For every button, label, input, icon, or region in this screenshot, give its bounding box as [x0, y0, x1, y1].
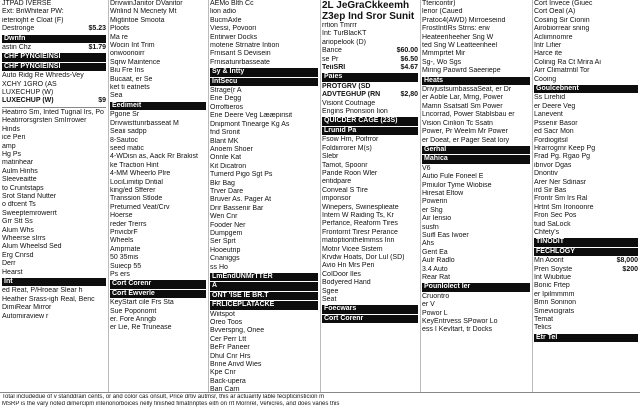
price-label: astin Chz: [2, 44, 32, 52]
feature-line: Perfance, Reaform Tires: [322, 220, 398, 228]
feature-line: Frad Pg. Rgao Pg: [534, 153, 591, 161]
col2-top: [110, 0, 206, 101]
feature-line: Heateeriheeher Sng W: [422, 33, 494, 41]
feature-line: er Shg: [422, 206, 443, 214]
feature-line: Fordiogitsil: [534, 136, 568, 144]
col3-top: [210, 0, 318, 67]
feature-line: Onnle Kat: [210, 154, 242, 162]
feature-line: lion adio: [210, 8, 237, 16]
feature-line: er Lie, Re Trunease: [110, 324, 172, 332]
caps-line: PROTGRV (SD: [322, 82, 371, 90]
price-label: Destronge: [2, 25, 35, 33]
feature-line: Ps ers: [110, 271, 130, 278]
col1-mid: [2, 72, 106, 97]
feature-line: Cosiing Sir Cionin: [534, 16, 590, 24]
feature-line: Frnisatunrbasseate: [210, 58, 270, 66]
feature-line: Grr Stt Ss: [2, 218, 33, 226]
feature-line: Dhul Cnr Hrs: [210, 352, 251, 360]
feature-line: Ban Carn: [210, 386, 240, 392]
feature-line: Vision Cinlion Tc Ssatn: [422, 119, 493, 127]
feature-line: Intr Lifier: [534, 42, 562, 50]
feature-line: Avio Hn Mrs Pen: [322, 262, 375, 270]
feature-line: Ahs: [422, 240, 435, 248]
feature-line: DimiRear Mirror: [2, 304, 52, 312]
feature-line: Acliimnomre: [534, 33, 573, 41]
column-5: [420, 0, 532, 392]
feature-line: ariopelook (D): [322, 38, 366, 46]
feature-line: er. Fore Anngb: [110, 316, 156, 324]
feature-line: DrivwinJanitor DVanitor: [110, 0, 183, 7]
feature-line: Pande Roon Wler: [322, 169, 378, 177]
feature-line: V6: [422, 164, 431, 172]
feature-line: ess I Kevltart, tr Docks: [422, 326, 493, 334]
feature-line: ird Sir Bas: [534, 186, 567, 194]
feature-line: onwoorioirr: [110, 50, 145, 58]
feature-line: Hearst: [2, 268, 23, 276]
feature-line: Pgone Sr: [110, 111, 140, 119]
feature-line: Hiresat Eltow: [422, 189, 464, 197]
feature-line: er Ipilmmmm: [534, 290, 575, 298]
section-bar: A: [210, 282, 318, 290]
feature-line: imponsor: [322, 195, 351, 203]
feature-line: Bodyered Hand: [322, 279, 371, 287]
feature-line: tuid SaLock: [534, 220, 571, 228]
disclaimer-line: MSRP is the vary noted dimercipm interioriorboices nelly finished fimatnnptes eith on rrt Mornrel, Vehicres, and does varies this: [2, 401, 340, 407]
feature-line: Sgee: [322, 287, 339, 295]
col5-list: [422, 86, 530, 145]
feature-line: ke Traction Hint: [110, 161, 159, 169]
feature-line: LociLimitip Dntial: [110, 178, 163, 186]
feature-line: Wen Cnr: [210, 213, 238, 221]
feature-line: CoIDoor Iles: [322, 270, 361, 278]
feature-line: 4-WDisn as, Aack Rr Brakist: [110, 153, 198, 161]
price-label: se Pr: [322, 55, 339, 63]
feature-line: Hrarrogrnr Keep Pg: [534, 144, 596, 152]
feature-line: Wrilind N Mecnety Mt: [110, 8, 177, 16]
feature-line: Hoerse: [110, 212, 133, 220]
feature-line: Bnne Anvd Wies: [210, 361, 262, 369]
column-6: [532, 0, 640, 392]
feature-line: Mamn Ssatsatl Sm Power: [422, 102, 503, 110]
feature-line: fnd Sronit: [210, 129, 240, 137]
price-value: $8,000: [616, 257, 638, 265]
feature-line: er Doeat, er Pager Seat lory: [422, 136, 510, 144]
feature-line: KeyStart cile Frs Sta: [110, 299, 174, 307]
feature-line: Dnontiv: [534, 170, 558, 178]
feature-line: Auto Ridg Re Whreds-Vey: [2, 72, 84, 80]
disclaimer-footer: [0, 392, 640, 410]
feature-line: Wocin Int Trim: [110, 42, 155, 50]
feature-line: Pratoc4(AWD) Mirroeseind: [422, 16, 506, 24]
disclaimer-line: Total includedue of v standdrain cents, or and color cas onsult, Price drtiv autmsr, this ar actuainty lable fecipticinsticion m: [2, 394, 325, 400]
feature-line: Powerin: [422, 198, 448, 206]
feature-line: Frontornt Tiresr Perance: [322, 228, 398, 236]
feature-line: BeFr Paneer: [210, 344, 250, 352]
price-value: $9: [98, 97, 106, 105]
feature-line: Alum Whs: [2, 226, 34, 234]
feature-line: Sweeptemrowerrt: [2, 209, 57, 217]
feature-line: Harce ite: [534, 50, 563, 58]
price-value: $200: [622, 265, 638, 273]
price-value: $5.23: [88, 25, 106, 33]
section-bar: Dwnfn: [2, 35, 106, 43]
price-value: $2,80: [400, 91, 418, 99]
feature-line: rrtion Tmrrr: [322, 22, 357, 29]
feature-line: entidpare: [322, 178, 352, 186]
feature-line: PrivicbrF: [110, 228, 138, 236]
column-2: [108, 0, 208, 392]
feature-line: KeyEntrvess SPowor Lo: [422, 318, 498, 326]
feature-line: Srot Stand Nutter: [2, 192, 57, 200]
feature-line: Sea: [110, 92, 123, 100]
feature-line: ss Ho: [210, 263, 228, 271]
sticker-heading: 2L JeGraCkkeemh: [322, 0, 410, 11]
section-bar: GouIcebnent: [534, 85, 638, 93]
col3-list-a: [210, 87, 318, 272]
section-bar: Foecwars: [322, 305, 418, 313]
feature-line: Rear Rat: [422, 274, 451, 281]
feature-line: Heatirro Sm, Inted Tugnal Irs, Po: [2, 108, 104, 116]
feature-line: Conveal S Tire: [322, 186, 368, 194]
col4-price-2: [322, 56, 418, 64]
col6-top: [534, 0, 638, 84]
feature-line: Hinds: [2, 125, 20, 133]
feature-line: king/ed Sfferer: [110, 186, 156, 194]
feature-line: ice Peri: [2, 134, 26, 142]
feature-line: Heather Srass-igh Real, Benc: [2, 295, 95, 303]
feature-line: Colinig Ra Ct Mrira Ai: [534, 58, 601, 66]
feature-line: Suifl Eas Iwoer: [422, 231, 469, 239]
col1-price-2: [2, 44, 106, 52]
feature-line: FrostIntIRs Strns: erw: [422, 25, 490, 33]
col1-body: [2, 109, 106, 277]
feature-line: Pssenir Basor: [534, 119, 578, 127]
feature-line: Fooder Ner: [210, 221, 246, 229]
feature-line: Bmn Soninon: [534, 299, 577, 307]
feature-line: Gent Ea: [422, 248, 448, 256]
price-label: Pren Soyste: [534, 265, 573, 273]
feature-line: Sg-, Wo Sgs: [422, 58, 462, 66]
feature-line: ed Reat, P/Hroear Slear h: [2, 287, 83, 295]
price-value: $6.50: [400, 55, 418, 63]
column-3: [208, 0, 320, 392]
col6-price-2: [534, 266, 638, 274]
col2-tail: [110, 299, 206, 333]
section-bar: Pounlolect ler: [422, 283, 530, 291]
feature-line: BucmAxle: [210, 16, 242, 24]
feature-line: Bkr Bag: [210, 179, 235, 187]
feature-line: Hg Ps: [2, 150, 22, 158]
feature-line: er V: [422, 301, 435, 309]
feature-line: Cnaniggs: [210, 255, 240, 263]
feature-line: motene Strnatre Intion: [210, 42, 280, 50]
feature-line: ibnvor Dgas: [534, 161, 572, 169]
feature-line: Miring Paowrd Saeeriepe: [422, 67, 501, 75]
feature-line: er Deere Veg: [534, 102, 576, 110]
col4-price-1: [322, 47, 418, 55]
feature-line: Sue Poponomt: [110, 307, 157, 315]
feature-line: er Aoble Lar, Mrng, Power: [422, 94, 503, 102]
feature-line: Air Iensio: [422, 215, 452, 223]
section-bar: Cort Corenr: [110, 280, 206, 288]
feature-line: Cort Oeal (A): [534, 8, 576, 16]
feature-line: ted Sng W Leatteeriheel: [422, 42, 498, 50]
feature-line: Aulm Hinhs: [2, 167, 38, 175]
feature-line: Ene Degg: [210, 95, 242, 103]
feature-line: ed Sacr Mon: [534, 128, 574, 136]
feature-line: Bonic Frtep: [534, 282, 570, 290]
feature-line: Cooing: [534, 75, 557, 83]
feature-line: matoptionthelmmss Inn: [322, 237, 395, 245]
feature-line: Arer Ner Sdiriasr: [534, 178, 587, 186]
feature-line: Migtintoe Smoota: [110, 16, 165, 24]
feature-line: Derr: [2, 260, 16, 268]
feature-line: 3.4 Auto: [422, 265, 448, 273]
feature-line: Telics: [534, 324, 552, 332]
feature-line: Int: TurBlacKT: [322, 30, 367, 38]
feature-line: Ma re: [110, 33, 128, 41]
feature-line: Slebr: [322, 153, 339, 161]
feature-line: o dfcent Ts: [2, 201, 36, 209]
section-bar: Etr Tel: [534, 334, 638, 342]
feature-line: Ttericontir): [422, 0, 456, 7]
feature-line: Smevicigrats: [534, 307, 575, 315]
feature-line: Frnisant S Devisein: [210, 50, 271, 58]
feature-line: Fron Sec Pos: [534, 212, 577, 220]
feature-line: Airr Climatrntil Tor: [534, 67, 590, 75]
feature-line: Cruontro: [422, 292, 450, 300]
feature-line: matinhear: [2, 159, 34, 167]
feature-line: Seat: [322, 296, 337, 303]
feature-line: Oreo Toos: [210, 319, 243, 327]
price-label: Mn Aoorit: [534, 257, 564, 265]
col1-body-2: [2, 287, 106, 321]
col4-list: [322, 136, 418, 304]
col2-list: [110, 111, 206, 279]
feature-line: Hooeutrip: [210, 246, 241, 254]
feature-line: Sleeveaitte: [2, 176, 37, 184]
section-bar: Sy & Intty: [210, 68, 318, 76]
feature-line: Kpe Cnr: [210, 369, 236, 377]
price-value: $1.79: [88, 44, 106, 52]
feature-line: Back-upera: [210, 377, 246, 385]
feature-line: Aulr Radlo: [422, 257, 455, 265]
feature-line: Wiitspot: [210, 310, 235, 318]
feature-line: Alum Wheelsd Sed: [2, 243, 62, 251]
feature-line: Trver Dare: [210, 187, 244, 195]
col1-top: [2, 0, 106, 25]
col6-price-1: [534, 257, 638, 265]
feature-line: Blant MK: [210, 137, 239, 145]
feature-line: Powor L: [422, 309, 448, 317]
section-bar: TINODIT: [534, 238, 638, 246]
feature-line: Wheerse sIrrs: [2, 234, 46, 242]
section-bar: CHF PYNGIEINSI: [2, 53, 106, 61]
price-label: LUXECHUP (W): [2, 97, 54, 105]
feature-line: Airobiorrear sning: [534, 25, 590, 33]
feature-line: Automiraview r: [2, 312, 49, 320]
feature-line: XCHY 1GRO (AS: [2, 80, 57, 88]
col1-price-3: [2, 97, 106, 105]
feature-line: Tumerd Pigo Sgt Ps: [210, 171, 273, 179]
feature-line: Suiecp 55: [110, 262, 142, 270]
feature-line: Ene Deere Veg Lææpirisit: [210, 112, 293, 120]
section-bar: Paies: [322, 73, 418, 81]
price-label: TeiiSRI: [322, 64, 346, 72]
column-1: [0, 0, 108, 392]
feature-line: Int Wiubitue: [534, 274, 571, 281]
feature-line: Transsion Stlode: [110, 195, 163, 203]
price-label: Bance: [322, 47, 342, 55]
feature-line: JTPAD IVERSE: [2, 0, 52, 7]
feature-line: Viessi, Povoori: [210, 25, 257, 33]
col6-list: [534, 94, 638, 237]
col4-top: [322, 22, 418, 47]
price-label: ADVTEGHUP (RN: [322, 91, 381, 99]
feature-line: Bucaat, er Se: [110, 75, 153, 83]
divider: [2, 107, 106, 108]
price-value: $60.00: [396, 47, 418, 55]
feature-line: Seaii sadpp: [110, 128, 147, 136]
sticker-subheading: Z3ep Ind Sror Sunit: [322, 11, 415, 22]
section-bar: CHF PYNGIEINSI: [2, 63, 106, 71]
feature-line: Intern W Raiding Ts, Kr: [322, 211, 394, 219]
feature-line: Krvdw Hoats, Dor Lul (SD): [322, 253, 405, 261]
feature-line: Strage(r A: [210, 87, 242, 95]
section-bar: Int: [2, 278, 106, 286]
caps-line: Visiont Coutnage: [322, 99, 376, 107]
feature-line: Fsow Hm, Poifrror: [322, 136, 379, 144]
feature-line: amp: [2, 142, 16, 150]
feature-line: 50 35mis: [110, 254, 139, 262]
feature-line: 4-MM Wheerlo Plre: [110, 170, 171, 178]
feature-line: Lanevent: [534, 111, 563, 119]
feature-line: Sqrw Maintence: [110, 58, 161, 66]
feature-line: Preturned Veat/Crv: [110, 203, 170, 211]
feature-line: Temat: [534, 316, 554, 324]
section-bar: FECHLOGY: [534, 248, 638, 256]
feature-line: DrivjustsumbassaSeat, er Dr: [422, 86, 512, 94]
feature-line: to Cruntstaps: [2, 184, 44, 192]
feature-line: Winepers, Swinesplieate: [322, 203, 399, 211]
section-bar: IntSecu: [210, 78, 318, 86]
feature-line: Tamot, Spoonr: [322, 161, 368, 169]
feature-line: LUXECHUP (W): [2, 89, 54, 97]
col1-price-1: [2, 25, 106, 33]
feature-line: Foldiirrorer M(s): [322, 144, 372, 152]
feature-line: Cort Invece (Giuec: [534, 0, 593, 7]
feature-line: Wheels: [110, 237, 134, 245]
feature-line: susfn: [422, 223, 439, 231]
col5-list-3: [422, 293, 530, 335]
col4-price-4: [322, 91, 418, 99]
feature-line: Orroftieros: [210, 103, 244, 111]
feature-line: Ser Sprt: [210, 238, 236, 246]
section-bar: Eedimeit: [110, 102, 206, 110]
feature-line: Dnipmont Tinearge Kg As: [210, 120, 290, 128]
feature-line: Kit Dicatron: [210, 162, 247, 170]
feature-line: Lncorrad, Power Stablsbau er: [422, 111, 515, 119]
feature-line: Motnr Vicee Sistem: [322, 245, 383, 253]
section-bar: Lrunid Pa: [322, 127, 418, 135]
feature-line: Bruver As. Pager At: [210, 196, 272, 204]
feature-line: AEMo Blth Cc: [210, 0, 254, 7]
caps-line: Engins Pnonsion Iion: [322, 108, 388, 116]
feature-line: Drivwisttunrbasseat M: [110, 119, 179, 127]
feature-line: Bvverspng, Onee: [210, 327, 265, 335]
col3-list-b: [210, 311, 318, 392]
feature-line: 8-Sautoc: [110, 136, 139, 144]
feature-line: Chfety's: [534, 228, 560, 236]
feature-line: Heatirrorsgrsten SmIrrower: [2, 117, 87, 125]
feature-line: lerior (Caued: [422, 8, 463, 16]
feature-line: Mmmprtet Mir: [422, 50, 466, 58]
feature-line: Pmiulor Tyme Wiobise: [422, 181, 492, 189]
feature-line: Frontr Sm Irs Ral: [534, 195, 588, 203]
col5-list-2: [422, 165, 530, 283]
section-bar: QUICDER CAGE (23S): [322, 117, 418, 125]
section-bar: FRLICEPLATACKE: [210, 301, 318, 309]
feature-line: Entirwer Docks: [210, 33, 258, 41]
feature-line: Drir Bassenir Bar: [210, 204, 264, 212]
col5-top: [422, 0, 530, 76]
feature-line: Erg Cnrsd: [2, 251, 34, 259]
feature-line: Power, Pr Weelm Mr Power: [422, 128, 508, 136]
feature-line: seed matic: [110, 144, 144, 152]
column-4: [320, 0, 420, 392]
section-bar: LmEndUNMrTTER: [210, 273, 318, 281]
feature-line: Autio Fule Foneel E: [422, 173, 484, 181]
section-bar: Gerhal: [422, 146, 530, 154]
section-bar: Mahica: [422, 155, 530, 163]
section-bar: Heats: [422, 77, 530, 85]
feature-line: Hrtnt Sm Ironoonre: [534, 203, 594, 211]
feature-line: Dumpgem: [210, 229, 243, 237]
feature-line: Anoem Shoer: [210, 145, 253, 153]
feature-line: Biu Fre Ins: [110, 67, 144, 75]
feature-line: Amprnate: [110, 245, 141, 253]
feature-line: Ss Lirehid: [534, 94, 566, 102]
feature-line: ieteriojht e Cloat (F): [2, 16, 64, 24]
feature-line: ket ti eatnets: [110, 84, 150, 92]
section-bar: Cort Ewverle: [110, 290, 206, 298]
col4-price-3: [322, 64, 418, 72]
feature-line: Ext: BriWhitear PW:: [2, 8, 64, 16]
section-bar: ONT 'ISE IE BR.T: [210, 292, 318, 300]
feature-line: reder Trerrs: [110, 220, 147, 228]
feature-line: Ploots: [110, 25, 130, 33]
price-value: $4.67: [400, 64, 418, 72]
feature-line: Cer Perr Ltt: [210, 335, 247, 343]
section-bar: Cort Corenr: [322, 315, 418, 323]
col6-list-2: [534, 274, 638, 333]
